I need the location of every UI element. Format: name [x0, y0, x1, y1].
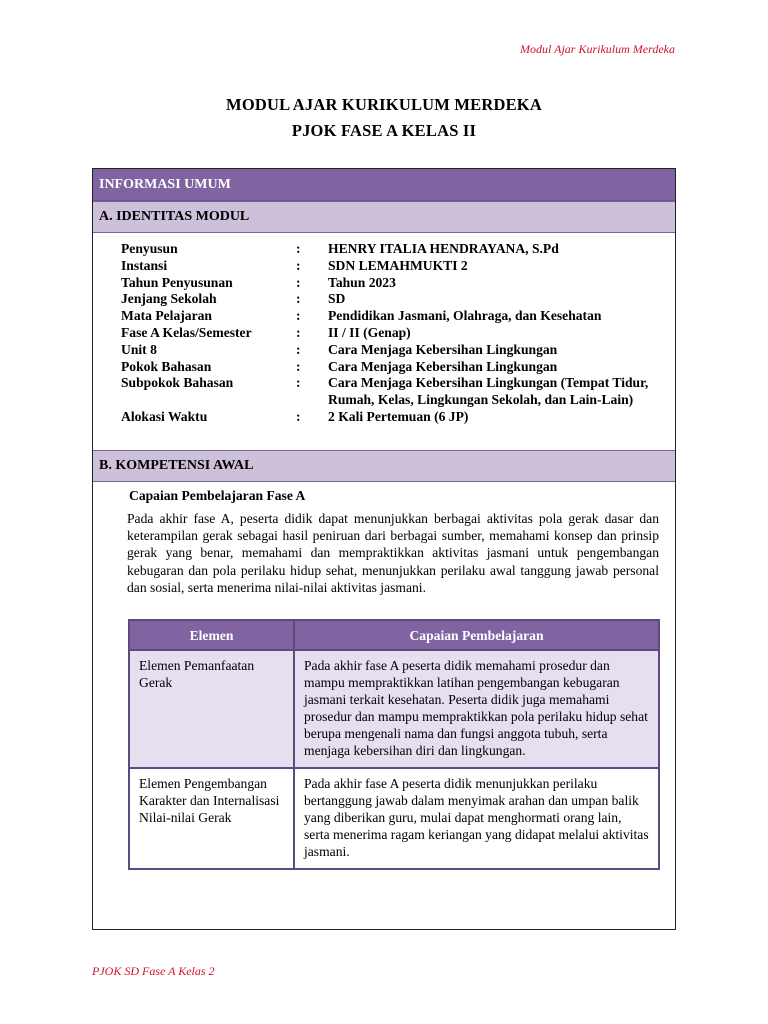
- identity-value: II / II (Genap): [328, 324, 411, 340]
- identity-row: [121, 359, 661, 376]
- section-kompetensi-awal: B. KOMPETENSI AWAL: [93, 450, 675, 482]
- achievement-cell: Pada akhir fase A peserta didik memahami prosedur dan mampu mempraktikkan latihan pengembangan kebugaran jasmani terkait kesehatan. Peserta didik juga memahami prosedur dan mampu mempraktikkan pola perilaku hidup sehat berupa mengenali nama dan fungsi anggota tubuh, serta menjaga kebersihan diri dan lingkungan.: [294, 650, 659, 768]
- identity-label: Mata Pelajaran: [121, 308, 212, 324]
- identity-colon: :: [296, 291, 301, 307]
- identity-row: [121, 375, 661, 409]
- cp-table: [128, 619, 660, 870]
- identity-label: Unit 8: [121, 341, 157, 357]
- cp-paragraph: Pada akhir fase A, peserta didik dapat menunjukkan berbagai aktivitas pola gerak dasar dan keterampilan gerak sebagai hasil peniruan dari berbagai sumber, memahami konsep dan prinsip gerak yang benar, memahami dan mempraktikkan aktivitas jasmani untuk pengembangan kebugaran dan pola perilaku hidup sehat, menunjukkan perilaku awal tanggung jawab personal dan sosial, serta menerima nilai-nilai aktivitas jasmani.: [127, 511, 659, 595]
- identity-list: [121, 241, 661, 426]
- identity-row: [121, 241, 661, 258]
- identity-label: Penyusun: [121, 241, 178, 256]
- identity-value: SDN LEMAHMUKTI 2: [328, 257, 468, 273]
- identity-colon: :: [296, 257, 301, 273]
- identity-row: [121, 342, 661, 359]
- element-cell: Elemen Pengembangan Karakter dan Internalisasi Nilai-nilai Gerak: [129, 768, 294, 869]
- module-frame: [92, 168, 676, 930]
- cp-heading: Capaian Pembelajaran Fase A: [129, 488, 306, 503]
- column-header-capaian: Capaian Pembelajaran: [294, 620, 659, 650]
- identity-value: 2 Kali Pertemuan (6 JP): [328, 408, 469, 424]
- identity-colon: :: [296, 308, 301, 324]
- identity-colon: :: [296, 274, 301, 290]
- section-informasi-umum: INFORMASI UMUM: [93, 169, 675, 201]
- identity-value: HENRY ITALIA HENDRAYANA, S.Pd: [328, 241, 559, 256]
- identity-row: [121, 325, 661, 342]
- identity-row: [121, 291, 661, 308]
- identity-colon: :: [296, 375, 301, 391]
- element-cell: Elemen Pemanfaatan Gerak: [129, 650, 294, 768]
- achievement-cell: Pada akhir fase A peserta didik menunjukkan perilaku bertanggung jawab dalam menyimak arahan dan umpan balik yang diberikan guru, mulai dapat menghormati orang lain, serta menerima ragam keriangan yang didapat melalui aktivitas jasmani.: [294, 768, 659, 869]
- section-identitas-modul: A. IDENTITAS MODUL: [93, 201, 675, 233]
- table-row: [129, 650, 659, 768]
- identity-row: [121, 258, 661, 275]
- table-row: [129, 768, 659, 869]
- identity-colon: :: [296, 408, 301, 424]
- identity-label: Alokasi Waktu: [121, 408, 208, 424]
- document-subtitle: PJOK FASE A KELAS II: [291, 121, 477, 140]
- identity-label: Fase A Kelas/Semester: [121, 324, 252, 340]
- identity-value: Pendidikan Jasmani, Olahraga, dan Kesehatan: [328, 308, 602, 324]
- identity-value: Cara Menjaga Kebersihan Lingkungan: [328, 341, 558, 357]
- identity-colon: :: [296, 324, 301, 340]
- identity-row: [121, 308, 661, 325]
- identity-colon: :: [296, 241, 301, 256]
- identity-colon: :: [296, 341, 301, 357]
- identity-value: Cara Menjaga Kebersihan Lingkungan (Tempat Tidur, Rumah, Kelas, Lingkungan Sekolah, dan Lain-Lain): [328, 375, 649, 408]
- running-header: Modul Ajar Kurikulum Merdeka: [520, 42, 675, 56]
- identity-row: [121, 275, 661, 292]
- identity-label: Pokok Bahasan: [121, 358, 212, 374]
- identity-label: Instansi: [121, 257, 168, 273]
- identity-value: Tahun 2023: [328, 274, 396, 290]
- identity-label: Subpokok Bahasan: [121, 375, 234, 391]
- identity-colon: :: [296, 358, 301, 374]
- running-footer: PJOK SD Fase A Kelas 2: [92, 964, 215, 978]
- identity-row: [121, 409, 661, 426]
- identity-value: Cara Menjaga Kebersihan Lingkungan: [328, 358, 558, 374]
- identity-value: SD: [328, 291, 346, 307]
- cp-table-header-row: [129, 620, 659, 650]
- identity-label: Tahun Penyusunan: [121, 274, 233, 290]
- document-title: MODUL AJAR KURIKULUM MERDEKA: [226, 95, 542, 114]
- column-header-elemen: Elemen: [129, 620, 294, 650]
- identity-label: Jenjang Sekolah: [121, 291, 217, 307]
